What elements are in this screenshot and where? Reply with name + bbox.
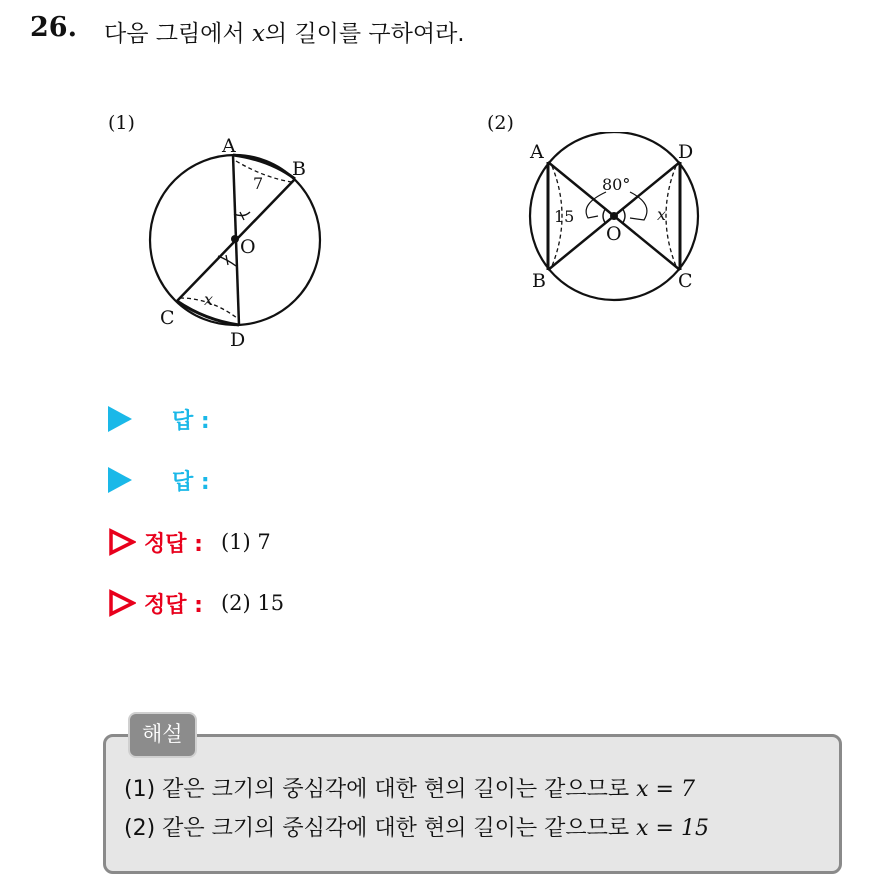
explanation-line-2-text: (2) 같은 크기의 중심각에 대한 현의 길이는 같으므로 [124,816,637,841]
answer-arrow-icon [108,467,132,493]
solution-label: 정답 : [144,531,203,557]
solution-label: 정답 : [144,592,203,618]
explanation-box [103,734,842,874]
answer-label: 답 : [172,408,210,434]
figure2-dashed-dc [666,166,676,266]
answer-row-2 [108,463,228,497]
figure1-x-label: x [204,290,214,309]
figure1-point-a: A [222,135,236,157]
figure2-x-label: x [657,205,667,224]
question-number: 26. [30,12,77,43]
figure2-center-dot [610,212,618,220]
question-variable: x [251,21,265,47]
figure2-point-d: D [678,141,694,163]
figure1-chord-ab [233,155,295,179]
figure1-point-o: O [240,236,256,258]
question-prefix: 다음 그림에서 [104,21,252,47]
figure2-diagram [520,132,720,302]
solution-row-1 [108,525,271,559]
explanation-line-1 [124,772,695,803]
figure1-center-dot [231,235,239,243]
figure2-label: (2) [487,112,514,134]
answer-row-1 [108,402,228,436]
solution-arrow-icon [108,589,136,617]
answer-arrow-icon [108,406,132,432]
explanation-line-2-math: x = 15 [636,816,709,841]
figure2-point-b: B [532,270,546,292]
explanation-line-2 [124,811,709,842]
solution-value: (2) 15 [220,591,285,615]
explanation-line-1-math: x = 7 [636,777,695,802]
solution-row-2 [108,586,284,620]
solution-arrow-icon [108,528,136,556]
figure2-point-c: C [678,270,693,292]
figure1-point-c: C [160,307,175,329]
solution-value: (1) 7 [220,530,271,554]
figure1-diagram [140,128,340,358]
question-text [104,15,465,48]
figure1-point-d: D [230,329,246,351]
figure2-chord-label: 15 [554,207,575,226]
figure2-point-o: O [606,223,622,245]
figure2-angle-label: 80° [602,175,631,194]
figure1-chord-label: 7 [253,174,264,193]
answer-label: 답 : [172,469,210,495]
figure1-point-b: B [292,158,306,180]
explanation-line-1-text: (1) 같은 크기의 중심각에 대한 현의 길이는 같으므로 [124,777,637,802]
explanation-tag: 해설 [128,712,197,758]
question-suffix: 의 길이를 구하여라. [264,21,465,47]
figure1-label: (1) [108,112,135,134]
figure2-point-a: A [530,141,544,163]
